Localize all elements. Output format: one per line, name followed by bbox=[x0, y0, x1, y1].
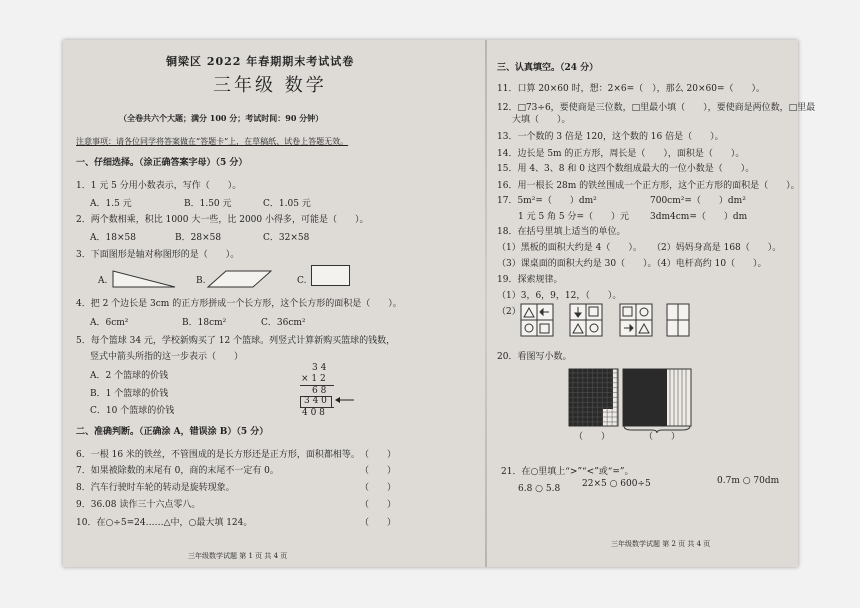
section-2-heading: 二、准确判断。（正确涂 A，错误涂 B）（5 分） bbox=[76, 427, 269, 437]
page-2-footer: 三年级数学试题 第 2 页 共 4 页 bbox=[611, 540, 711, 548]
question-18-3: （3）课桌面的面积大约是 30（ ）。 bbox=[497, 259, 657, 269]
page-fold bbox=[485, 40, 487, 567]
exam-info: （全卷共六个大题；满分 100 分；考试时间：90 分钟） bbox=[119, 113, 324, 123]
q5-option-c: C．10 个篮球的价钱 bbox=[90, 406, 175, 416]
exam-title: 铜梁区 2022 年春期期末考试试卷 bbox=[166, 55, 355, 68]
question-12: 12．□73÷6，要使商是三位数，□里最小填（ ），要使商是两位数，□里最 bbox=[497, 103, 816, 113]
question-18-1: （1）黑板的面积大约是 4（ ）。 bbox=[497, 243, 642, 253]
question-18-2: （2）妈妈身高是 168（ ）。 bbox=[652, 243, 782, 253]
q4-option-b: B．18cm² bbox=[182, 318, 227, 328]
question-1: 1．1 元 5 分用小数表示，写作（ ）。 bbox=[76, 181, 242, 191]
q2-option-a: A．18×58 bbox=[90, 233, 136, 243]
parallelogram-shape bbox=[205, 268, 275, 290]
question-17b: 700cm²=（ ）dm² bbox=[650, 196, 746, 206]
exam-subtitle: 三年级 数学 bbox=[213, 75, 327, 96]
q4-option-a: A．6cm² bbox=[90, 318, 129, 328]
q3-option-c: C. bbox=[297, 276, 307, 286]
page-1-footer: 三年级数学试题 第 1 页 共 4 页 bbox=[188, 552, 288, 560]
question-12-line2: 大填（ ）。 bbox=[512, 115, 571, 125]
question-17d: 3dm4cm=（ ）dm bbox=[650, 212, 748, 222]
question-2: 2．两个数相乘，积比 1000 大一些，比 2000 小得多，可能是（ ）。 bbox=[76, 215, 369, 225]
question-5-line2: 竖式中箭头所指的这一步表示（ ） bbox=[90, 352, 244, 362]
question-18: 18．在括号里填上适当的单位。 bbox=[497, 227, 626, 237]
question-15: 15．用 4、3、8 和 0 这四个数组成最大的一位小数是（ ）。 bbox=[497, 164, 755, 174]
question-20: 20．看图写小数。 bbox=[497, 352, 572, 362]
pattern-sequence bbox=[520, 303, 690, 339]
rectangle-shape bbox=[311, 265, 350, 286]
q1-option-c: C．1.05 元 bbox=[263, 199, 311, 209]
calc-line-2: × 1 2 bbox=[301, 374, 326, 384]
compare-item-3: 0.7m ○ 70dm bbox=[717, 476, 780, 486]
right-triangle-shape bbox=[110, 268, 180, 290]
question-19-1: （1）3，6，9，12，（ ）。 bbox=[497, 291, 622, 301]
q3-option-a: A. bbox=[98, 276, 108, 286]
question-16: 16．用一根长 28m 的铁丝围成一个正方形，这个正方形的面积是（ ）。 bbox=[497, 181, 800, 191]
answer-paren: （ ） bbox=[360, 500, 397, 510]
arrow-left-icon bbox=[334, 395, 356, 405]
question-5: 5．每个篮球 34 元，学校新购买了 12 个篮球。列竖式计算新购买篮球的钱数， bbox=[76, 336, 396, 346]
question-3: 3．下面图形是轴对称图形的是（ ）。 bbox=[76, 250, 240, 260]
answer-paren: （ ） bbox=[360, 483, 397, 493]
calc-line-1: 3 4 bbox=[312, 363, 327, 373]
compare-item-2: 22×5 ○ 600÷5 bbox=[582, 479, 651, 489]
q4-option-c: C．36cm² bbox=[261, 318, 306, 328]
question-9: 9．36.08 读作三十六点零八。 bbox=[76, 500, 201, 510]
q1-option-a: A．1.5 元 bbox=[90, 199, 132, 209]
answer-paren-left: （ ） bbox=[574, 432, 611, 442]
answer-paren: （ ） bbox=[360, 466, 397, 476]
calc-line-3: 6 8 bbox=[312, 386, 327, 396]
question-21: 21．在○里填上“>”“<”或“=”。 bbox=[501, 467, 634, 477]
question-19-2: （2） bbox=[497, 307, 521, 317]
answer-paren: （ ） bbox=[360, 450, 397, 460]
question-6: 6．一根 16 米的铁丝，不管围成的是长方形还是正方形，面积都相等。 bbox=[76, 450, 360, 460]
question-18-4: （4）电杆高约 10（ ）。 bbox=[652, 259, 767, 269]
question-10: 10．在○÷5=24……△中，○最大填 124。 bbox=[76, 518, 253, 528]
notice: 注意事项：请各位同学将答案做在“答题卡”上，在草稿纸、试卷上答题无效。 bbox=[76, 137, 349, 146]
question-14: 14．边长是 5m 的正方形，周长是（ ），面积是（ ）。 bbox=[497, 149, 745, 159]
q1-option-b: B．1.50 元 bbox=[184, 199, 232, 209]
decimal-grid-figure bbox=[568, 368, 693, 428]
question-7: 7．如果被除数的末尾有 0，商的末尾不一定有 0。 bbox=[76, 466, 279, 476]
answer-paren-right: （ ） bbox=[644, 432, 681, 442]
section-3-heading: 三、认真填空。（24 分） bbox=[497, 63, 599, 73]
question-17c: 1 元 5 角 5 分=（ ）元 bbox=[518, 212, 630, 222]
q2-option-b: B．28×58 bbox=[175, 233, 222, 243]
question-4: 4．把 2 个边长是 3cm 的正方形拼成一个长方形，这个长方形的面积是（ ）。 bbox=[76, 299, 402, 309]
question-17a: 17．5m²=（ ）dm² bbox=[497, 196, 597, 206]
q5-option-b: B．1 个篮球的价钱 bbox=[90, 389, 169, 399]
q5-option-a: A．2 个篮球的价钱 bbox=[90, 371, 169, 381]
question-13: 13．一个数的 3 倍是 120，这个数的 16 倍是（ ）。 bbox=[497, 132, 724, 142]
question-11: 11．口算 20×60 时，想：2×6=（ ），那么 20×60=（ ）。 bbox=[497, 84, 766, 94]
calc-line-5: 4 0 8 bbox=[302, 408, 325, 418]
answer-paren: （ ） bbox=[360, 518, 397, 528]
question-8: 8．汽车行驶时车轮的转动是旋转现象。 bbox=[76, 483, 235, 493]
q3-option-b: B. bbox=[196, 276, 206, 286]
q2-option-c: C．32×58 bbox=[263, 233, 310, 243]
compare-item-1: 6.8 ○ 5.8 bbox=[518, 484, 561, 494]
question-19: 19．探索规律。 bbox=[497, 275, 563, 285]
section-1-heading: 一、仔细选择。（涂正确答案字母）（5 分） bbox=[76, 158, 248, 168]
calc-line-4: 3 4 0 bbox=[304, 396, 327, 406]
